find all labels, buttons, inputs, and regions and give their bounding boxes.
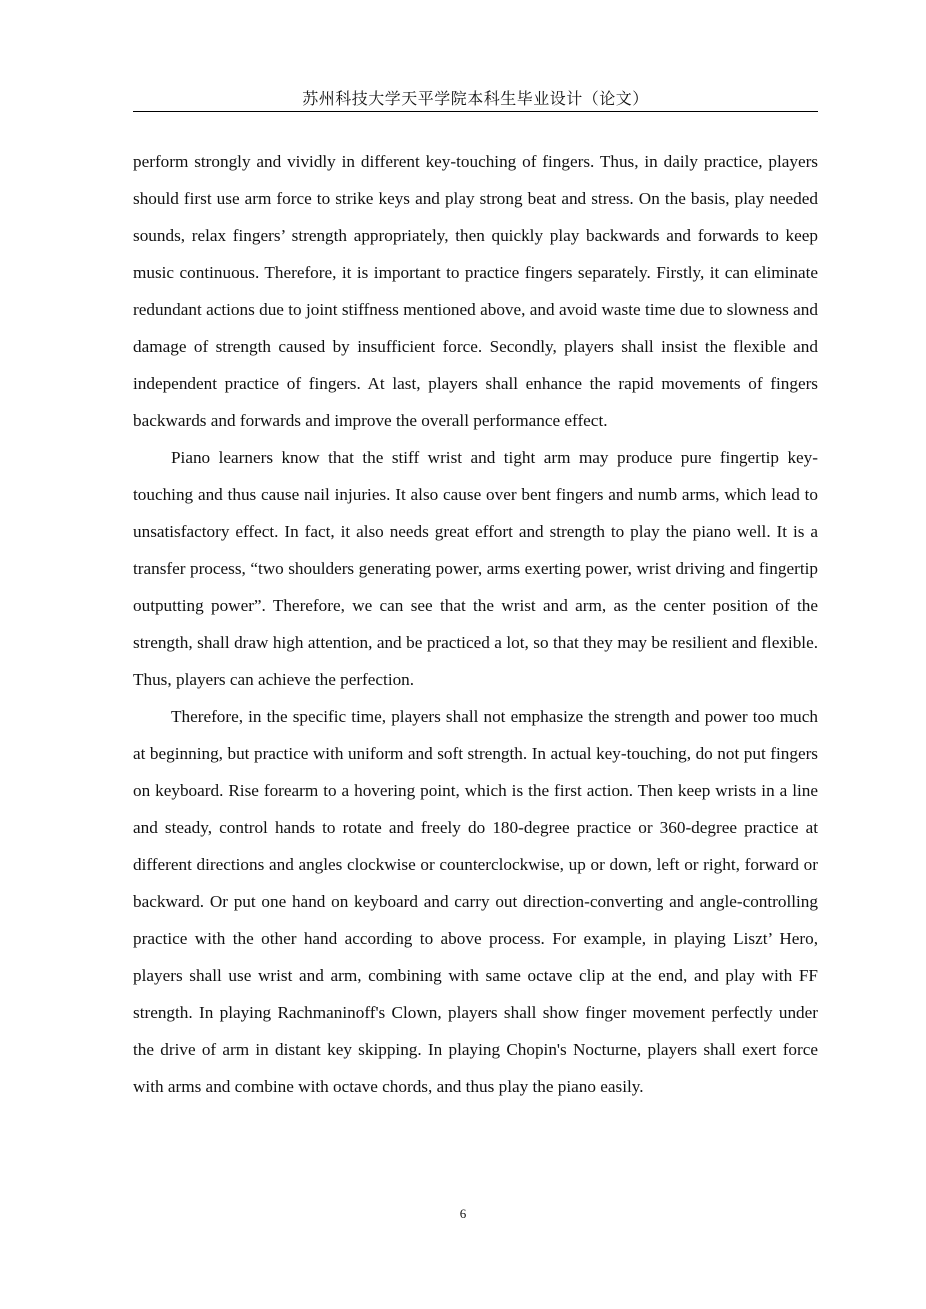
document-body: [133, 143, 818, 1105]
paragraph-continued: perform strongly and vividly in different key-touching of fingers. Thus, in daily practice, players should first use arm force to strike keys and play strong beat and stress. On the basis, play needed sounds, relax fingers’ strength appropriately, then quickly play backwards and forwards to keep music continuous. Therefore, it is important to practice fingers separately. Firstly, it can eliminate redundant actions due to joint stiffness mentioned above, and avoid waste time due to slowness and damage of strength caused by insufficient force. Secondly, players shall insist the flexible and independent practice of fingers. At last, players shall enhance the rapid movements of fingers backwards and forwards and improve the overall performance effect.: [133, 152, 818, 430]
page-number: 6: [459, 1206, 467, 1221]
paragraph-practice-method: Therefore, in the specific time, players shall not emphasize the strength and power too much at beginning, but practice with uniform and soft strength. In actual key-touching, do not put fingers on keyboard. Rise forearm to a hovering point, which is the first action. Then keep wrists in a line and steady, control hands to rotate and freely do 180-degree practice or 360-degree practice at different directions and angles clockwise or counterclockwise, up or down, left or right, forward or backward. Or put one hand on keyboard and carry out direction-converting and angle-controlling practice with the other hand according to above process. For example, in playing Liszt’ Hero, players shall use wrist and arm, combining with same octave clip at the end, and play with FF strength. In playing Rachmaninoff's Clown, players shall show finger movement perfectly under the drive of arm in distant key skipping. In playing Chopin's Nocturne, players shall exert force with arms and combine with octave chords, and thus play the piano easily.: [133, 707, 818, 1096]
header-divider: [133, 111, 818, 112]
page-header: 苏州科技大学天平学院本科生毕业设计（论文）: [302, 91, 649, 108]
paragraph-wrist-arm: Piano learners know that the stiff wrist and tight arm may produce pure fingertip key-touching and thus cause nail injuries. It also cause over bent fingers and numb arms, which lead to unsatisfactory effect. In fact, it also needs great effort and strength to play the piano well. It is a transfer process, “two shoulders generating power, arms exerting power, wrist driving and fingertip outputting power”. Therefore, we can see that the wrist and arm, as the center position of the strength, shall draw high attention, and be practiced a lot, so that they may be resilient and flexible. Thus, players can achieve the perfection.: [133, 448, 818, 689]
